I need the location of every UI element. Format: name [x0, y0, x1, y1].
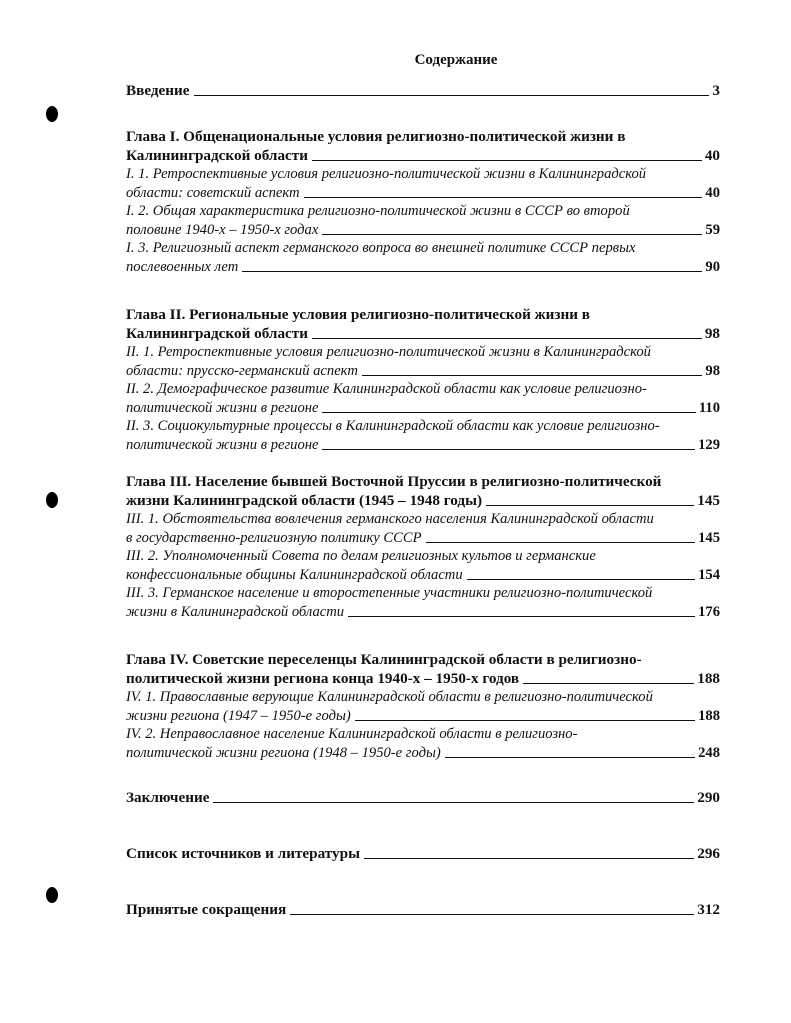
- toc-section: [126, 417, 720, 454]
- toc-label: Список источников и литературы: [126, 845, 360, 862]
- page-number: 296: [697, 845, 720, 862]
- section-title-line: политической жизни региона (1948 – 1950-е годы): [126, 744, 441, 761]
- toc-label: Введение: [126, 82, 190, 99]
- toc-chapter-1: [126, 127, 720, 276]
- chapter-heading: [126, 305, 720, 343]
- page-title: Содержание: [414, 52, 498, 68]
- section-title-line: области: советский аспект: [126, 184, 300, 201]
- leader-line: [322, 234, 702, 235]
- chapter-title-line: Калининградской области: [126, 325, 308, 342]
- toc-entry-abbreviations: [126, 900, 720, 919]
- toc-entry-intro: [126, 81, 720, 100]
- toc-label: Заключение: [126, 789, 210, 806]
- page-number: 145: [697, 492, 720, 509]
- toc-section: [126, 688, 720, 725]
- hole-mark-top: [46, 106, 58, 122]
- page-number: 154: [698, 566, 720, 583]
- chapter-title-line: Глава II. Региональные условия религиозно-политической жизни в: [126, 306, 590, 323]
- leader-line: [213, 802, 694, 803]
- toc-section: [126, 510, 720, 547]
- leader-line: [486, 505, 694, 506]
- toc-section: [126, 202, 720, 239]
- section-title-line: политической жизни в регионе: [126, 399, 319, 416]
- section-title-line: области: прусско-германский аспект: [126, 362, 358, 379]
- section-title-line: I. 2. Общая характеристика религиозно-политической жизни в СССР во второй: [126, 203, 630, 219]
- page-number: 176: [698, 603, 720, 620]
- leader-line: [322, 449, 695, 450]
- page-number: 59: [705, 221, 720, 238]
- hole-mark-middle: [46, 492, 58, 508]
- leader-line: [312, 338, 702, 339]
- page-number: 129: [698, 436, 720, 453]
- toc-section: [126, 165, 720, 202]
- page-number: 98: [704, 325, 720, 342]
- chapter-title-line: Глава III. Население бывшей Восточной Пруссии в религиозно-политической: [126, 473, 662, 490]
- page-number: 98: [705, 362, 720, 379]
- toc-entry-conclusion: [126, 788, 720, 807]
- chapter-title-line: Глава IV. Советские переселенцы Калининградской области в религиозно-: [126, 651, 642, 668]
- section-title-line: I. 1. Ретроспективные условия религиозно-политической жизни в Калининградской: [126, 166, 647, 182]
- page-number: 145: [698, 529, 720, 546]
- page-number: 90: [705, 258, 720, 275]
- toc-entry-sources: [126, 844, 720, 863]
- toc-section: [126, 725, 720, 762]
- toc-chapter-4: [126, 650, 720, 762]
- leader-line: [445, 757, 695, 758]
- section-title-line: II. 1. Ретроспективные условия религиозно-политической жизни в Калининградской: [126, 344, 651, 360]
- section-title-line: конфессиональные общины Калининградской области: [126, 566, 463, 583]
- leader-line: [364, 858, 694, 859]
- section-title-line: II. 2. Демографическое развитие Калининградской области как условие религиозно-: [126, 381, 647, 397]
- leader-line: [290, 914, 694, 915]
- section-title-line: III. 3. Германское население и второстепенные участники религиозно-политической: [126, 585, 653, 601]
- toc-section: [126, 380, 720, 417]
- page-number: 110: [698, 399, 720, 416]
- leader-line: [426, 542, 696, 543]
- section-title-line: III. 2. Уполномоченный Совета по делам религиозных культов и германские: [126, 548, 596, 564]
- leader-line: [523, 683, 694, 684]
- page-number: 3: [712, 82, 720, 99]
- leader-line: [304, 197, 703, 198]
- toc-label: Принятые сокращения: [126, 901, 287, 918]
- section-title-line: жизни региона (1947 – 1950-е годы): [126, 707, 351, 724]
- chapter-title-line: Глава I. Общенациональные условия религиозно-политической жизни в: [126, 128, 626, 145]
- leader-line: [348, 616, 695, 617]
- leader-line: [355, 720, 695, 721]
- section-title-line: политической жизни в регионе: [126, 436, 319, 453]
- toc-section: [126, 343, 720, 380]
- section-title-line: IV. 2. Неправославное население Калининградской области в религиозно-: [126, 726, 578, 742]
- page-number: 312: [697, 901, 720, 918]
- section-title-line: I. 3. Религиозный аспект германского вопроса во внешней политике СССР первых: [126, 240, 636, 256]
- section-title-line: III. 1. Обстоятельства вовлечения германского населения Калининградской области: [126, 511, 654, 527]
- toc-chapter-3: [126, 472, 720, 621]
- page-number: 188: [698, 707, 720, 724]
- chapter-title-line: политической жизни региона конца 1940-х – 1950-х годов: [126, 670, 520, 687]
- chapter-title-line: Калининградской области: [126, 147, 308, 164]
- section-title-line: половине 1940-х – 1950-х годах: [126, 221, 319, 238]
- section-title-line: послевоенных лет: [126, 258, 239, 275]
- chapter-heading: [126, 127, 720, 165]
- leader-line: [194, 95, 710, 96]
- leader-line: [362, 375, 703, 376]
- toc-section: [126, 547, 720, 584]
- leader-line: [467, 579, 695, 580]
- page-number: 40: [705, 184, 720, 201]
- chapter-title-line: жизни Калининградской области (1945 – 1948 годы): [126, 492, 483, 509]
- chapter-heading: [126, 650, 720, 688]
- section-title-line: жизни в Калининградской области: [126, 603, 345, 620]
- page-number: 290: [697, 789, 720, 806]
- leader-line: [312, 160, 702, 161]
- toc-section: [126, 584, 720, 621]
- page-number: 248: [698, 744, 720, 761]
- section-title-line: II. 3. Социокультурные процессы в Калининградской области как условие религиозно-: [126, 418, 660, 434]
- section-title-line: IV. 1. Православные верующие Калининградской области в религиозно-политической: [126, 689, 653, 705]
- section-title-line: в государственно-религиозную политику СССР: [126, 529, 422, 546]
- leader-line: [322, 412, 695, 413]
- chapter-heading: [126, 472, 720, 510]
- leader-line: [242, 271, 702, 272]
- page-number: 40: [704, 147, 720, 164]
- page-number: 188: [697, 670, 720, 687]
- hole-mark-bottom: [46, 887, 58, 903]
- toc-chapter-2: [126, 305, 720, 454]
- toc-section: [126, 239, 720, 276]
